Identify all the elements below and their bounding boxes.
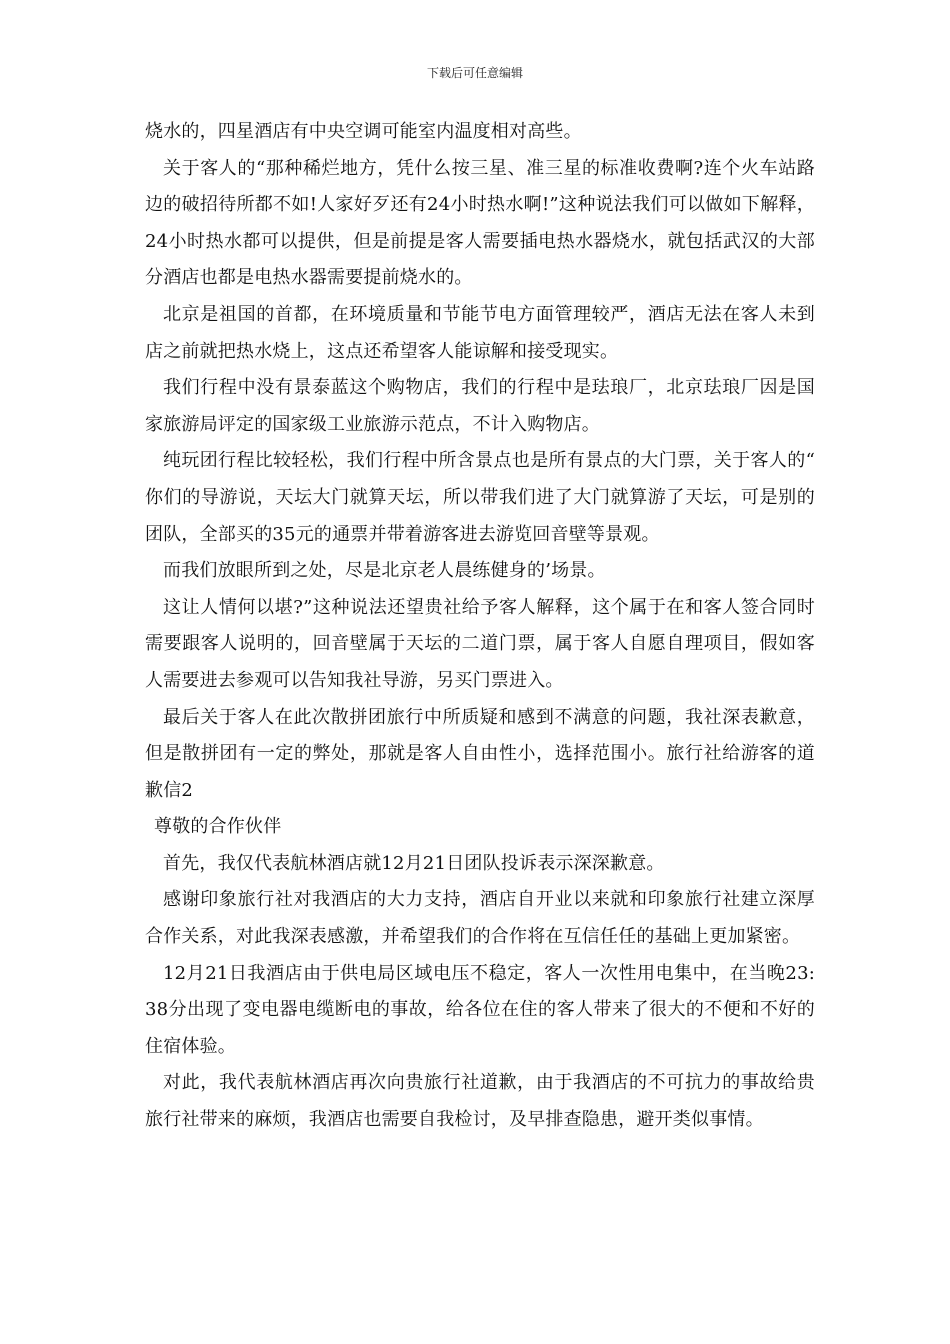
paragraph: 12月21日我酒店由于供电局区域电压不稳定，客人一次性用电集中，在当晚23:38分出现了变电器电缆断电的事故，给各位在住的客人带来了很大的不便和不好的住宿体验。 xyxy=(145,962,815,1057)
document-body xyxy=(145,114,815,1139)
paragraph: 对此，我代表航林酒店再次向贵旅行社道歉，由于我酒店的不可抗力的事故给贵旅行社带来的麻烦，我酒店也需要自我检讨，及早排查隐患，避开类似事情。 xyxy=(145,1072,815,1131)
paragraph: 而我们放眼所到之处，尽是北京老人晨练健身的’场景。 xyxy=(163,560,606,582)
paragraph: 这让人情何以堪?”这种说法还望贵社给予客人解释，这个属于在和客人签合同时需要跟客人说明的，回音壁属于天坛的二道门票，属于客人自愿自理项目，假如客人需要进去参观可以告知我社导游，另买门票进入。 xyxy=(145,596,815,691)
paragraph: 感谢印象旅行社对我酒店的大力支持，酒店自开业以来就和印象旅行社建立深厚合作关系，对此我深表感激，并希望我们的合作将在互信任任的基础上更加紧密。 xyxy=(145,889,815,948)
paragraph: 纯玩团行程比较轻松，我们行程中所含景点也是所有景点的大门票，关于客人的“你们的导游说，天坛大门就算天坛，所以带我们进了大门就算游了天坛，可是别的团队，全部买的35元的通票并带着游客进去游览回音壁等景观。 xyxy=(145,450,815,545)
paragraph: 我们行程中没有景泰蓝这个购物店，我们的行程中是珐琅厂，北京珐琅厂因是国家旅游局评定的国家级工业旅游示范点，不计入购物店。 xyxy=(145,377,815,435)
salutation: 尊敬的合作伙伴 xyxy=(154,816,282,838)
page-header: 下载后可任意编辑 xyxy=(426,66,523,80)
paragraph: 首先，我仅代表航林酒店就12月21日团队投诉表示深深歉意。 xyxy=(163,852,665,874)
paragraph: 最后关于客人在此次散拼团旅行中所质疑和感到不满意的问题，我社深表歉意，但是散拼团有一定的弊处，那就是客人自由性小，选择范围小。旅行社给游客的道歉信2 xyxy=(145,706,815,801)
paragraph: 关于客人的“那种稀烂地方，凭什么按三星、准三星的标准收费啊?连个火车站路边的破招待所都不如!人家好歹还有24小时热水啊!”这种说法我们可以做如下解释，24小时热水都可以提供，但是前提是客人需要插电热水器烧水，就包括武汉的大部分酒店也都是电热水器需要提前烧水的。 xyxy=(145,157,815,289)
paragraph: 烧水的，四星酒店有中央空调可能室内温度相对高些。 xyxy=(145,121,582,142)
paragraph: 北京是祖国的首都，在环境质量和节能节电方面管理较严，酒店无法在客人未到店之前就把热水烧上，这点还希望客人能谅解和接受现实。 xyxy=(145,303,815,362)
